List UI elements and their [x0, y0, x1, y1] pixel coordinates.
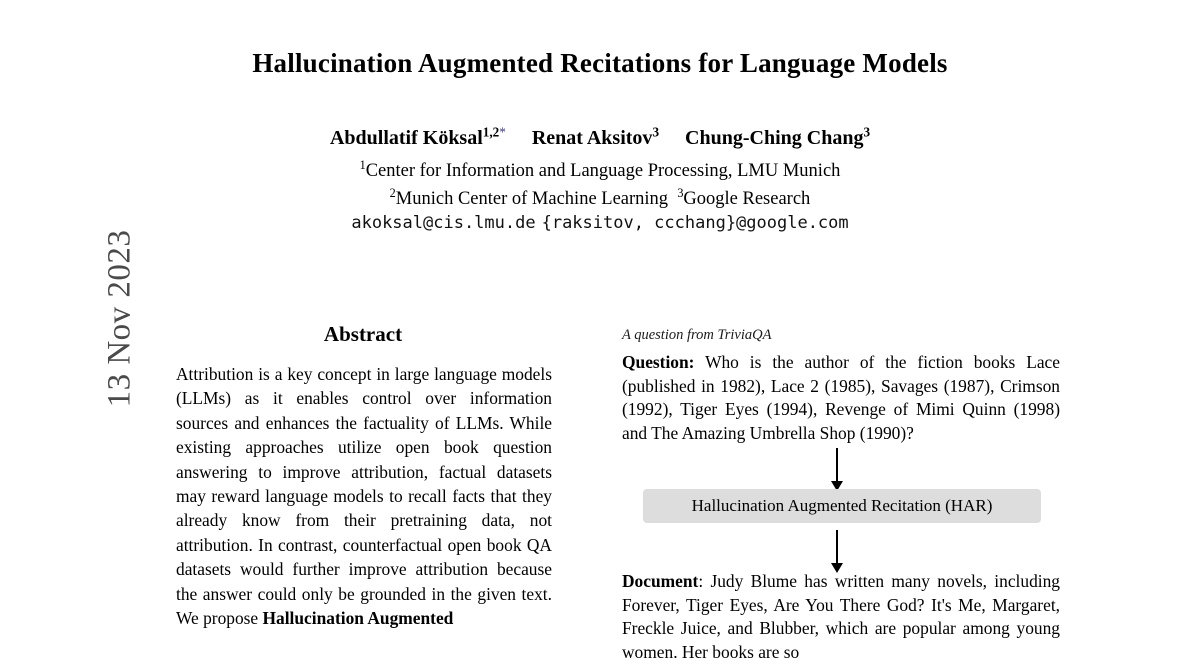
affiliation-2-text: Munich Center of Machine Learning [395, 189, 669, 210]
author-list [120, 124, 1080, 150]
affiliation-3-marker: 3 [677, 186, 684, 200]
author-1-corresponding-marker: * [499, 124, 506, 139]
figure-document-block [622, 570, 1060, 664]
author-3-name: Chung-Ching Chang [685, 126, 864, 149]
author-1 [329, 124, 506, 149]
email-primary[interactable]: akoksal@cis.lmu.de [351, 213, 536, 233]
affiliation-2 [120, 186, 1080, 210]
author-2-affil-marker: 3 [652, 124, 660, 139]
flow-arrow-down-icon [836, 448, 838, 482]
author-3 [685, 124, 871, 149]
affiliation-1-marker: 1 [359, 158, 366, 172]
affiliation-1 [120, 158, 1080, 182]
author-emails [120, 213, 1080, 233]
affiliation-1-text: Center for Information and Language Processing, LMU Munich [365, 161, 841, 182]
figure-question-label: Question: [622, 352, 695, 372]
flow-arrow-down-icon [836, 530, 838, 564]
author-2-name: Renat Aksitov [531, 126, 653, 149]
author-1-affil-marker: 1,2 [482, 124, 500, 139]
abstract-text-part1: Attribution is a key concept in large language models (LLMs) as it enables control over information sources and enhances the factuality of LLMs. While existing approaches utilize open book question answering to improve attribution, factual datasets may reward language models to recall facts that they already know from their pretraining data, not attribution. In contrast, counterfactual open book QA datasets would further improve attribution because the answer could only be grounded in the given text. We propose [176, 364, 552, 629]
author-2 [531, 124, 660, 149]
affiliation-2-marker: 2 [389, 186, 396, 200]
har-process-label: Hallucination Augmented Recitation (HAR) [691, 496, 993, 515]
figure-question-text: Who is the author of the fiction books Lace (published in 1982), Lace 2 (1985), Savages (1987), Crimson (1992), Tiger Eyes (1994), Revenge of Mimi Quinn (1998) and The Amazing Umbrella Shop (1990)? [622, 352, 1060, 443]
abstract-body [176, 362, 552, 630]
har-process-box [643, 489, 1041, 523]
page-title: Hallucination Augmented Recitations for Language Models [252, 48, 948, 78]
author-1-name: Abdullatif Köksal [329, 126, 483, 149]
affiliation-3-text: Google Research [683, 189, 811, 210]
figure-source-note: A question from TriviaQA [622, 327, 772, 343]
email-secondary[interactable]: {raksitov, ccchang}@google.com [541, 213, 849, 233]
figure-question-block [622, 351, 1060, 445]
figure-document-label: Document [622, 571, 699, 591]
author-3-affil-marker: 3 [863, 124, 871, 139]
figure-document-text: : Judy Blume has written many novels, including Forever, Tiger Eyes, Are You There God? It's Me, Margaret, Freckle Juice, and Blubber, which are popular among young women. Her books are so [622, 571, 1060, 662]
abstract-heading: Abstract [323, 322, 403, 346]
arxiv-date-stamp: 13 Nov 2023 [101, 229, 138, 408]
abstract-text-bold: Hallucination Augmented [262, 608, 454, 629]
